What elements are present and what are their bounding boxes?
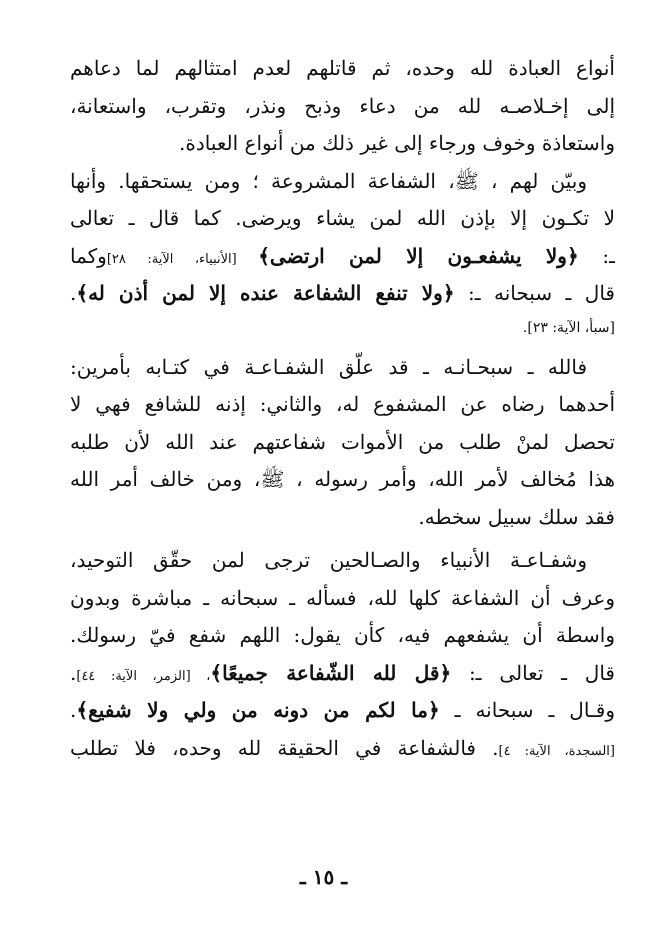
text-line [70,275,615,313]
text-line: أنواع العبادة لله وحده، ثم قاتلهم لعدم امتثالهم لما دعاهم [70,56,615,80]
text-run: قال ـ تعالى ـ: [451,660,615,685]
quran-verse: ﴿ولا تنفع الشفاعة عنده إلا لمن أذن له﴾ [76,281,455,305]
verse-reference: [سبأ، الآية: ٢٣]. [522,319,615,336]
text-line: هذا مُخالف لأمر الله، وأمر رسوله ، ﷺ، ومن خالف أمر الله [70,467,615,491]
page-body [70,50,615,767]
text-line: لا تكـون إلا بإذن الله لمن يشاء ويرضى. كما قال ـ تعالى [70,206,615,230]
verse-reference: ، [الزمر، الآية: ٤٤] [76,668,211,684]
text-line: فالله ـ سبحـانـه ـ قد علّق الشفـاعـة في كتـابه بأمرين: [70,354,587,379]
text-line: واسطة أن يشفعهم فيه، كأن يقول: اللهم شفع فيّ رسولك. [70,623,615,647]
quran-verse: ﴿قل لله الشّفاعة جميعًا﴾ [210,660,452,685]
text-line [70,238,615,276]
text-run: . [70,660,77,685]
page-number: ـ ١٥ ـ [299,865,348,889]
text-run: . [70,698,77,722]
text-line: وشفـاعـة الأنبياء والصـالحين ترجى لمن حقّق التوحيد، [70,548,587,572]
text-line: تحصل لمنْ طلب من الأموات شفاعتهم عند الله لأن طلبه [70,429,615,454]
verse-reference: [السجدة، الآية: ٤] [498,743,615,759]
text-line [70,692,615,730]
text-line: وعرف أن الشفاعة كلها لله، فسأله ـ سبحانه ـ مباشرة وبدون [70,585,615,610]
text-line: إلى إخـلاصـه لله من دعاء وذبح ونذر، وتقرب، واستعانة، [70,93,615,118]
text-run: وقـال ـ سبحانه ـ [439,698,615,722]
text-run: قال ـ سبحانه ـ: [454,281,615,305]
verse-reference: [الأنبياء، الآية: ٢٨] [106,251,259,267]
text-line: وبيّن لهم ، ﷺ، الشفاعة المشروعة ؛ ومن يستحقها. وأنها [70,168,587,193]
text-run: . [70,281,77,305]
text-line [70,730,615,768]
text-line [70,655,615,693]
text-run: وكما [70,243,107,268]
text-line: فقد سلك سبيل سخطه. [418,504,615,529]
text-line: واستعاذة وخوف ورجاء إلى غير ذلك من أنواع العبادة. [178,131,615,155]
quran-verse: ﴿ولا يشفعـون إلا لمن ارتضى﴾ [258,243,579,268]
text-line: أحدهما رضاه عن المشفوع له، والثاني: إذنه للشافع فهي لا [70,392,615,416]
text-run: ـ: [578,243,615,268]
text-run: . فالشفاعة في الحقيقة لله وحده، فلا تطلب [70,735,499,760]
quran-verse: ﴿ما لكم من دونه من ولي ولا شفيع﴾ [76,698,440,722]
